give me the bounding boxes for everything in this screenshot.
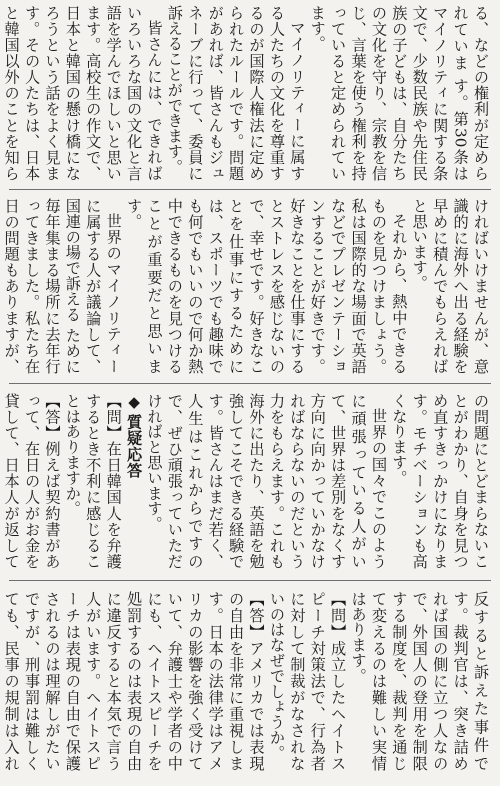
answer-mark: 【答】 — [43, 393, 62, 442]
question — [62, 393, 123, 569]
divider — [9, 580, 491, 581]
text-band-3 — [2, 393, 491, 570]
section-heading — [124, 393, 144, 569]
question-text: 成立したヘイトスピーチ対策法で、行為者に対して制裁がなされないのはなぜでしょうか。 — [267, 591, 348, 772]
paragraph: マイノリティーに属する人たちの文化を尊重するのが国際人権法に定められたルールです。問題があれば、皆さんもジュネーブに行って、委員に訴えることができます。 — [165, 5, 307, 181]
paragraph: ければいけませんが、意識的に海外へ出る経験を早めに積んでもらえればと思います。 — [410, 198, 490, 374]
question-mark: 【問】 — [104, 393, 123, 442]
paragraph: 世界の国々でこのように頑張っている人がいて、世界は差別をなくす方向に向かっていかなければならないのだという力をもらえます。これも海外に出たり、英語を勉強してこそできる経験です。皆さんはまだ若く、人生はこれからですので、ぜひ頑張っていただければと思います。 — [145, 393, 388, 569]
question-mark: 【問】 — [329, 591, 348, 641]
question-text: 在日韓国人を弁護するとき不利に感じることはありますか。 — [63, 393, 123, 570]
heading-text: 質疑応答 — [125, 414, 144, 479]
paragraph: る、などの権利が定められていま す。第30条はマイノリティに関する条文で、少数民族や先住民族の子どもは、自分たちの文化を守り、宗教を信じ、言葉を使う権利を持っていると定められています。 — [308, 5, 490, 181]
paragraph: 世界のマイノリティーに属する人が議論して、国連の場で訴える ために毎年集まる場所に去年行ってきました。私たち在日の問題もありますが、 — [2, 198, 123, 374]
paragraph: 反すると訴えた事件です。裁判官は、突き詰めれば国の側に立つ人なので、外国人の登用を制限する制度を、裁判を通じて変えるのは難しい実情はあります。 — [349, 591, 490, 771]
answer-mark: 【答】 — [247, 591, 266, 641]
question — [267, 591, 349, 771]
divider — [9, 189, 491, 190]
answer-text: アメリカでは表現の自由を非常に重視します。日本の法律学はアメリカの影響を強く受けていて、弁護士や学者の中にも、ヘイトスピーチを処罰するのは表現の自由に違反すると本気で言う人がいます。ヘイトスピーチは表現の自由で保護されるのは理解しがたいですが、刑事罰は難しくても、民事の規制は入れ — [2, 591, 266, 772]
diamond-icon: ◆ — [125, 393, 144, 412]
text-band-4 — [2, 591, 491, 772]
answer — [0, 591, 267, 771]
paragraph: 皆さんには、できればいろいろな国の文化と言語を学んでほしいと思います。高校生の作文で、日本と韓国の懸け橋になろうという話をよく見ます。その人たちは、日本と韓国以外のことを知ら — [2, 5, 164, 181]
answer — [0, 393, 62, 569]
paragraph: それから、熱中できるものを見つけましょう。私は国際的な場面で英語などでプレゼンテーションすることが好きです。好きなことを仕事にするとストレスを感じないので、幸せです。好きなことを仕事にするためには、スポーツでも趣味でも何でもいいので何か熱中できるものを見つけることが重要だと思います。 — [125, 198, 409, 374]
text-band-2 — [2, 198, 491, 374]
paragraph: の問題にとどまらないことがわかり、自身を見つめ直すきっかけになります。モチベーションも高くなります。 — [390, 393, 490, 569]
text-band-1 — [2, 5, 491, 181]
answer-text: 例えば契約書があって、在日の人がお金を貸して、日本人が返して — [2, 393, 62, 570]
divider — [9, 383, 491, 384]
